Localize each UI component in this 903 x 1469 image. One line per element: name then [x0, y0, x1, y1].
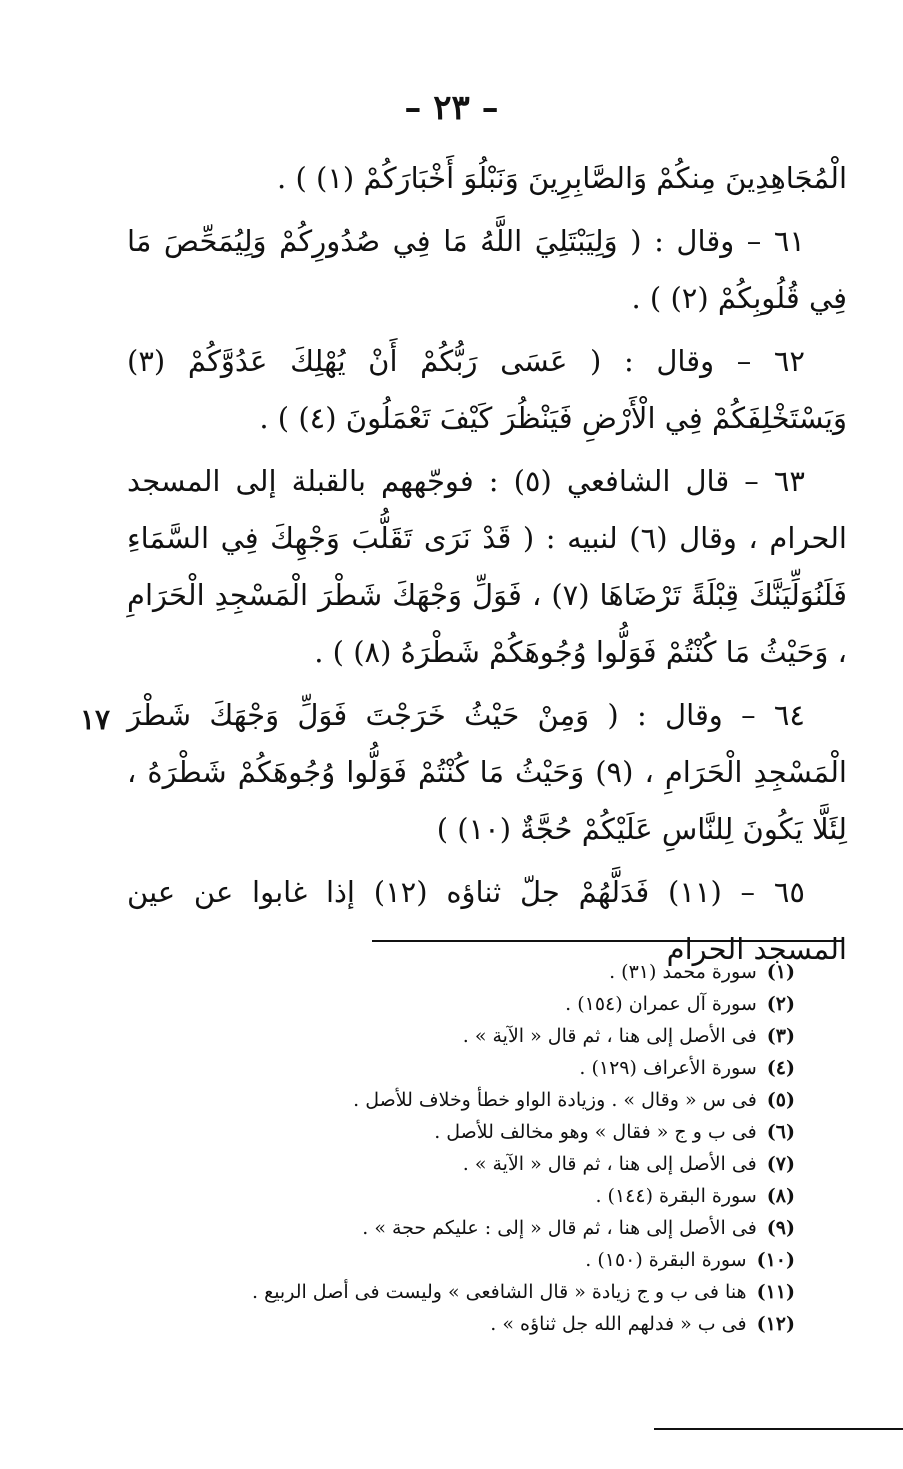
footnote-number: (٦) — [766, 1121, 795, 1143]
footnote-text: سورة البقرة (١٥٠) . — [585, 1249, 747, 1271]
bottom-rule — [654, 1428, 903, 1430]
footnote-item — [235, 956, 795, 988]
footnote-text: هنا فى ب و ج زيادة « قال الشافعى » وليست فى أصل الربيع . — [252, 1281, 747, 1303]
footnote-number: (٤) — [766, 1057, 795, 1079]
footnote-item — [235, 1308, 795, 1340]
footnote-number: (٣) — [766, 1025, 795, 1047]
footnote-text: سورة البقرة (١٤٤) . — [595, 1185, 757, 1207]
footnote-number: (١٢) — [756, 1313, 795, 1335]
footnote-text: فى الأصل إلى هنا ، ثم قال « إلى : عليكم حجة » . — [362, 1217, 757, 1239]
footnote-number: (٥) — [766, 1089, 795, 1111]
footnote-item — [235, 1180, 795, 1212]
footnote-text: سورة آل عمران (١٥٤) . — [565, 993, 757, 1015]
page-number: – ٢٣ – — [404, 88, 499, 128]
paragraph-64: ٦٤ – وقال : ( وَمِنْ حَيْثُ خَرَجْتَ فَوَلِّ وَجْهَكَ شَطْرَ الْمَسْجِدِ الْحَرَامِ ، (٩) وَحَيْثُ مَا كُنْتُمْ فَوَلُّوا وُجُوهَكُمْ شَطْرَهُ ، لِئَلَّا يَكُونَ لِلنَّاسِ عَلَيْكُمْ حُجَّةٌ (١٠) ) — [127, 698, 847, 846]
footnote-divider — [372, 940, 844, 942]
paragraph-61: ٦١ – وقال : ( وَلِيَبْتَلِيَ اللَّهُ مَا فِي صُدُورِكُمْ وَلِيُمَحِّصَ مَا فِي قُلُوبِكُمْ (٢) ) . — [127, 224, 847, 315]
paragraph-continuation: الْمُجَاهِدِينَ مِنكُمْ وَالصَّابِرِينَ وَنَبْلُوَ أَخْبَارَكُمْ (١) ) . — [277, 161, 847, 195]
footnote-text: سورة الأعراف (١٢٩) . — [579, 1057, 757, 1079]
footnote-item — [235, 1148, 795, 1180]
footnote-number: (١) — [766, 961, 795, 983]
footnote-item — [235, 1276, 795, 1308]
footnote-item — [235, 1116, 795, 1148]
paragraph-62: ٦٢ – وقال : ( عَسَى رَبُّكُمْ أَنْ يُهْلِكَ عَدُوَّكُمْ (٣) وَيَسْتَخْلِفَكُمْ فِي الْأَرْضِ فَيَنْظُرَ كَيْفَ تَعْمَلُونَ (٤) ) . — [127, 344, 847, 435]
footnote-text: فى ب و ج « فقال » وهو مخالف للأصل . — [434, 1121, 757, 1143]
footnote-text: فى الأصل إلى هنا ، ثم قال « الآية » . — [462, 1153, 757, 1175]
paragraph-63: ٦٣ – قال الشافعي (٥) : فوجّههم بالقبلة إلى المسجد الحرام ، وقال (٦) لنبيه : ( قَدْ نَرَى تَقَلُّبَ وَجْهِكَ فِي السَّمَاءِ فَلَنُوَلِّيَنَّكَ قِبْلَةً تَرْضَاهَا (٧) ، فَوَلِّ وَجْهَكَ شَطْرَ الْمَسْجِدِ الْحَرَامِ ، وَحَيْثُ مَا كُنْتُمْ فَوَلُّوا وُجُوهَكُمْ شَطْرَهُ (٨) ) . — [127, 464, 847, 669]
footnote-item — [235, 1084, 795, 1116]
footnote-item — [235, 1020, 795, 1052]
margin-number: ١٧ — [80, 703, 111, 736]
footnote-item — [235, 1212, 795, 1244]
footnote-text: فى ب « فدلهم الله جل ثناؤه » . — [490, 1313, 747, 1335]
footnote-text: سورة محمد (٣١) . — [609, 961, 757, 983]
paragraph-65: ٦٥ – (١١) فَدَلَّهُمْ جلّ ثناؤه (١٢) إذا غابوا عن عين المسجد الحرام — [127, 875, 847, 966]
footnote-number: (٩) — [766, 1217, 795, 1239]
main-text — [127, 150, 847, 984]
footnote-number: (٢) — [766, 993, 795, 1015]
footnotes-list — [235, 956, 795, 1340]
footnote-item — [235, 1244, 795, 1276]
footnote-number: (٧) — [766, 1153, 795, 1175]
footnote-number: (١٠) — [756, 1249, 795, 1271]
footnote-number: (٨) — [766, 1185, 795, 1207]
footnote-item — [235, 1052, 795, 1084]
footnote-item — [235, 988, 795, 1020]
footnote-text: فى الأصل إلى هنا ، ثم قال « الآية » . — [462, 1025, 757, 1047]
footnote-text: فى س « وقال » . وزيادة الواو خطأ وخلاف للأصل . — [353, 1089, 757, 1111]
footnote-number: (١١) — [756, 1281, 795, 1303]
